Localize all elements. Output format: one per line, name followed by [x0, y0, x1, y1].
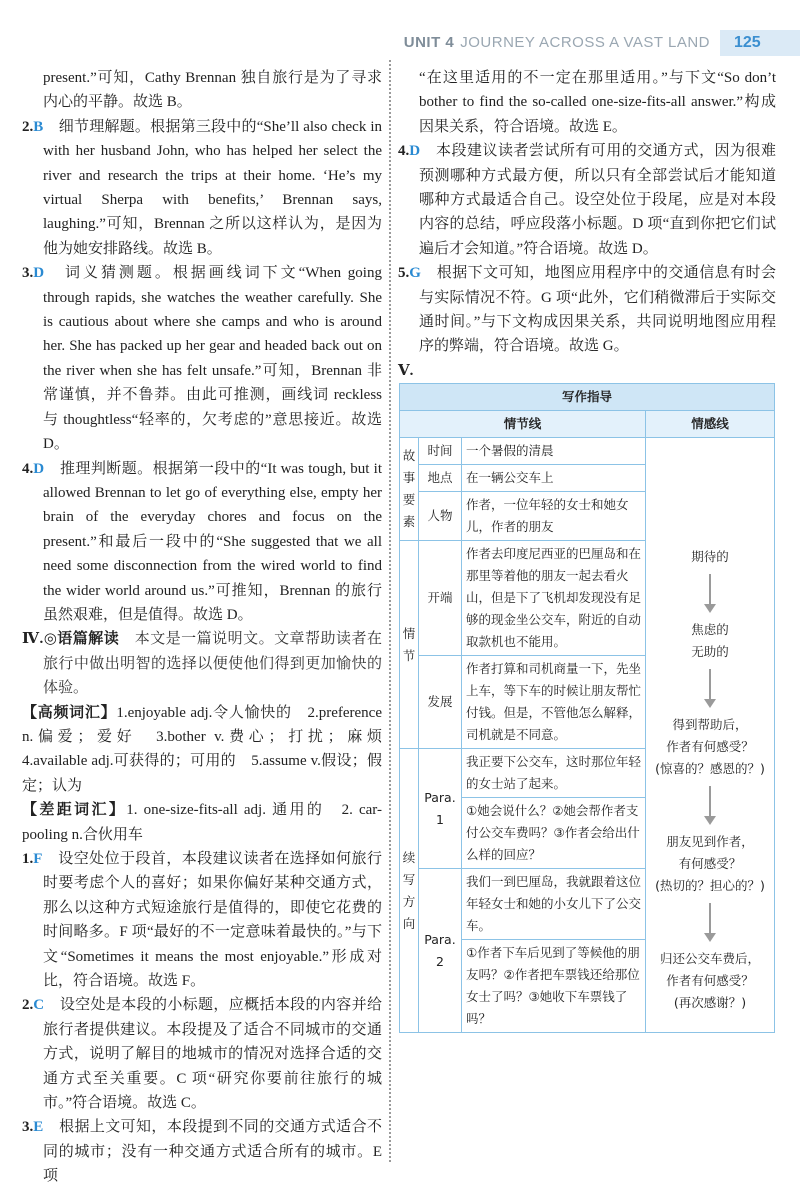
para2-opening: 我们一到巴厘岛，我就跟着这位年轻女士和她的小女儿下了公交车。 — [462, 869, 646, 940]
arrow-down-icon — [650, 669, 770, 708]
place-value: 在一辆公交车上 — [462, 465, 646, 492]
item-number: 5. — [398, 265, 410, 282]
right-column — [398, 66, 776, 383]
emotion-return: 归还公交车费后， — [659, 951, 760, 966]
section-label: Ⅳ.◎语篇解读 — [22, 631, 120, 648]
people-label: 人物 — [419, 492, 462, 541]
explanation: 根据上文可知，本段提到不同的交通方式适合不同的城市；没有一种交通方式适合所有的城市。E 项 — [43, 1119, 382, 1185]
answer-r3 — [22, 1115, 382, 1188]
plot-label: 情节 — [400, 541, 419, 749]
emotion-line — [646, 438, 775, 1033]
arrow-down-icon — [650, 574, 770, 613]
explanation: 本段建议读者尝试所有可用的交通方式，因为很难预测哪种方式最方便，所以只有全部尝试后才能知道哪种方式最适合自己。设空处位于段尾，应是对本段内容的总结，呼应段落小标题。D 项“直到你把它们试遍后才会知道。”符合语境。故选 D。 — [419, 143, 776, 257]
answer-3 — [22, 261, 382, 456]
answer-letter: E — [33, 1119, 44, 1136]
high-frequency-vocab — [22, 701, 398, 799]
item-number: 3. — [22, 1119, 34, 1136]
emotion-helpless: 无助的 — [691, 644, 729, 659]
people-value: 作者，一位年轻的女士和她女儿，作者的朋友 — [462, 492, 646, 541]
emotion-options: (惊喜的？感恩的？) — [655, 761, 765, 776]
answer-letter: B — [33, 118, 44, 135]
emotion-line-header: 情感线 — [646, 411, 775, 438]
explanation: 设空处位于段首，本段建议读者在选择如何旅行时要考虑个人的喜好；如果你偏好某种交通方式，那么以这种方式短途旅行是值得的，即使它花费的时间略多。F 项“最好的不一定意味着最快的。”与下文“Sometimes it means the most enjoyable.”形成对比，符合语境。故选 F。 — [43, 851, 382, 990]
arrow-down-icon — [650, 786, 770, 825]
answer-letter: G — [409, 265, 421, 282]
answer-r1 — [22, 847, 382, 993]
item-number: 2. — [22, 118, 34, 135]
page-number: 125 — [720, 30, 800, 56]
emotion-anxious: 焦虑的 — [691, 622, 729, 637]
explanation: 根据下文可知，地图应用程序中的交通信息有时会与实际情况不符。G 项“此外，它们稍微滞后于实际交通时间。”与下文构成因果关系，共同说明地图应用程序的弊端，符合语境。故选 G。 — [419, 265, 776, 355]
beginning-label: 开端 — [419, 541, 462, 656]
vocab-label: 【高频词汇】 — [22, 704, 117, 721]
beginning-value: 作者去印度尼西亚的巴厘岛和在那里等着他的朋友一起去看火山，但是下了飞机却发现没有足够的现金坐公交车，附近的自动取款机也不能用。 — [462, 541, 646, 656]
arrow-down-icon — [650, 903, 770, 942]
emotion-expecting: 期待的 — [691, 549, 729, 564]
explanation: 细节理解题。根据第三段中的“She’ll also check in with her husband John, who has helped her select the river and research the trips at their home. ‘He’s my virtual Sherpa with benefits,’ Brennan says, laughing.”可知，Brennan 之所以这样认为，是因为他为她安排路线。故选 B。 — [43, 118, 382, 257]
answer-2 — [22, 115, 382, 261]
answer-letter: D — [33, 265, 45, 282]
time-label: 时间 — [419, 438, 462, 465]
explanation: 设空处是本段的小标题，应概括本段的内容并给旅行者提供建议。本段提及了适合不同城市的交通方式，说明了解目的地城市的情况对选择合适的交通方式至关重要。C 项“研究你要前往旅行的城市。”符合语境。故选 C。 — [43, 997, 382, 1112]
emotion-question: 作者有何感受？ — [666, 739, 754, 754]
section-4-intro — [22, 627, 382, 700]
story-elements-label: 故事要素 — [400, 438, 419, 541]
development-value: 作者打算和司机商量一下，先坐上车，等下车的时候让朋友帮忙付钱。但是，不管他怎么解释，司机就是不同意。 — [462, 656, 646, 749]
explanation: 词义猜测题。根据画线词下文“When going through rapids, she watches the weather carefully. She is cautious about where she camps and who is around her. She has packed up her gear and headed back out on the river when she has felt unsafe.”可知，Brennan 非常谨慎，并不鲁莽。由此可推测，画线词 reckless 与 thoughtless“轻率的，欠考虑的”意思接近。故选 D。 — [43, 265, 382, 453]
vocab-label: 【差距词汇】 — [22, 802, 127, 819]
place-label: 地点 — [419, 465, 462, 492]
left-continuation: present.”可知，Cathy Brennan 独自旅行是为了寻求内心的平静。故选 B。 — [43, 70, 382, 111]
item-number: 1. — [22, 851, 34, 867]
section-5-label: Ⅴ. — [398, 362, 414, 379]
table-title: 写作指导 — [400, 384, 775, 411]
item-number: 4. — [398, 143, 410, 160]
para1-questions: ①她会说什么？②她会帮作者支付公交车费吗？③作者会给出什么样的回应？ — [462, 798, 646, 869]
column-divider — [389, 60, 391, 1162]
time-value: 一个暑假的清晨 — [462, 438, 646, 465]
answer-letter: C — [33, 997, 45, 1014]
vocab-items: 1. one-size-fits-all adj. 通用的 2. car-pooling n.合伙用车 — [22, 802, 382, 843]
emotion-helped: 得到帮助后， — [672, 717, 748, 732]
answer-r5 — [398, 261, 776, 359]
answer-letter: F — [33, 851, 43, 867]
para2-label: Para. 2 — [419, 869, 462, 1033]
item-number: 2. — [22, 997, 34, 1014]
para1-opening: 我正要下公交车，这时那位年轻的女士站了起来。 — [462, 749, 646, 798]
writing-guide-table — [399, 383, 775, 1033]
emotion-options: (再次感谢？) — [673, 995, 747, 1010]
answer-r4 — [398, 139, 776, 261]
passage-summary: 本文是一篇说明文。文章帮助读者在旅行中做出明智的选择以便使他们得到更加愉快的体验。 — [43, 631, 382, 697]
gap-vocab — [22, 798, 382, 847]
unit-label: UNIT 4 — [403, 34, 455, 51]
answer-r2 — [22, 993, 382, 1115]
answer-letter: D — [409, 143, 421, 160]
answer-4 — [22, 457, 382, 628]
para2-questions: ①作者下车后见到了等候他的朋友吗？②作者把车票钱还给那位女士了吗？③她收下车票钱了吗？ — [462, 940, 646, 1033]
right-continuation: “在这里适用的不一定在那里适用。”与下文“So don’t bother to find the so-called one-size-fits-all answer.”构成因果关系，符合语境。故选 E。 — [419, 70, 776, 135]
unit-title — [404, 34, 710, 51]
left-column — [22, 66, 398, 1189]
item-number: 3. — [22, 265, 34, 282]
item-number: 4. — [22, 460, 34, 477]
answer-letter: D — [33, 460, 45, 477]
development-label: 发展 — [419, 656, 462, 749]
emotion-options: (热切的？担心的？) — [655, 878, 765, 893]
plot-line-header: 情节线 — [400, 411, 646, 438]
emotion-question: 作者有何感受？ — [666, 973, 754, 988]
para1-label: Para. 1 — [419, 749, 462, 869]
unit-name: JOURNEY ACROSS A VAST LAND — [460, 34, 710, 51]
page-header — [400, 30, 800, 56]
direction-label: 续写方向 — [400, 749, 419, 1033]
emotion-friend: 朋友见到作者， — [666, 834, 754, 849]
vocab-items: 1.enjoyable adj.令人愉快的 2.preference n.偏爱；爱好 3.bother v.费心；打扰；麻烦 4.available adj.可获得的；可用的 5.assume v.假设；假定；认为 — [22, 704, 398, 794]
explanation: 推理判断题。根据第一段中的“It was tough, but it allowed Brennan to let go of everything else, empty her brain of the everyday chores and focus on the present.”和最后一段中的“She suggested that we all need some disconnection from the wired world to find the wider world around us.”可推知，Brennan 的旅行虽然艰难，但是值得。故选 D。 — [43, 460, 382, 623]
emotion-question: 有何感受？ — [678, 856, 742, 871]
